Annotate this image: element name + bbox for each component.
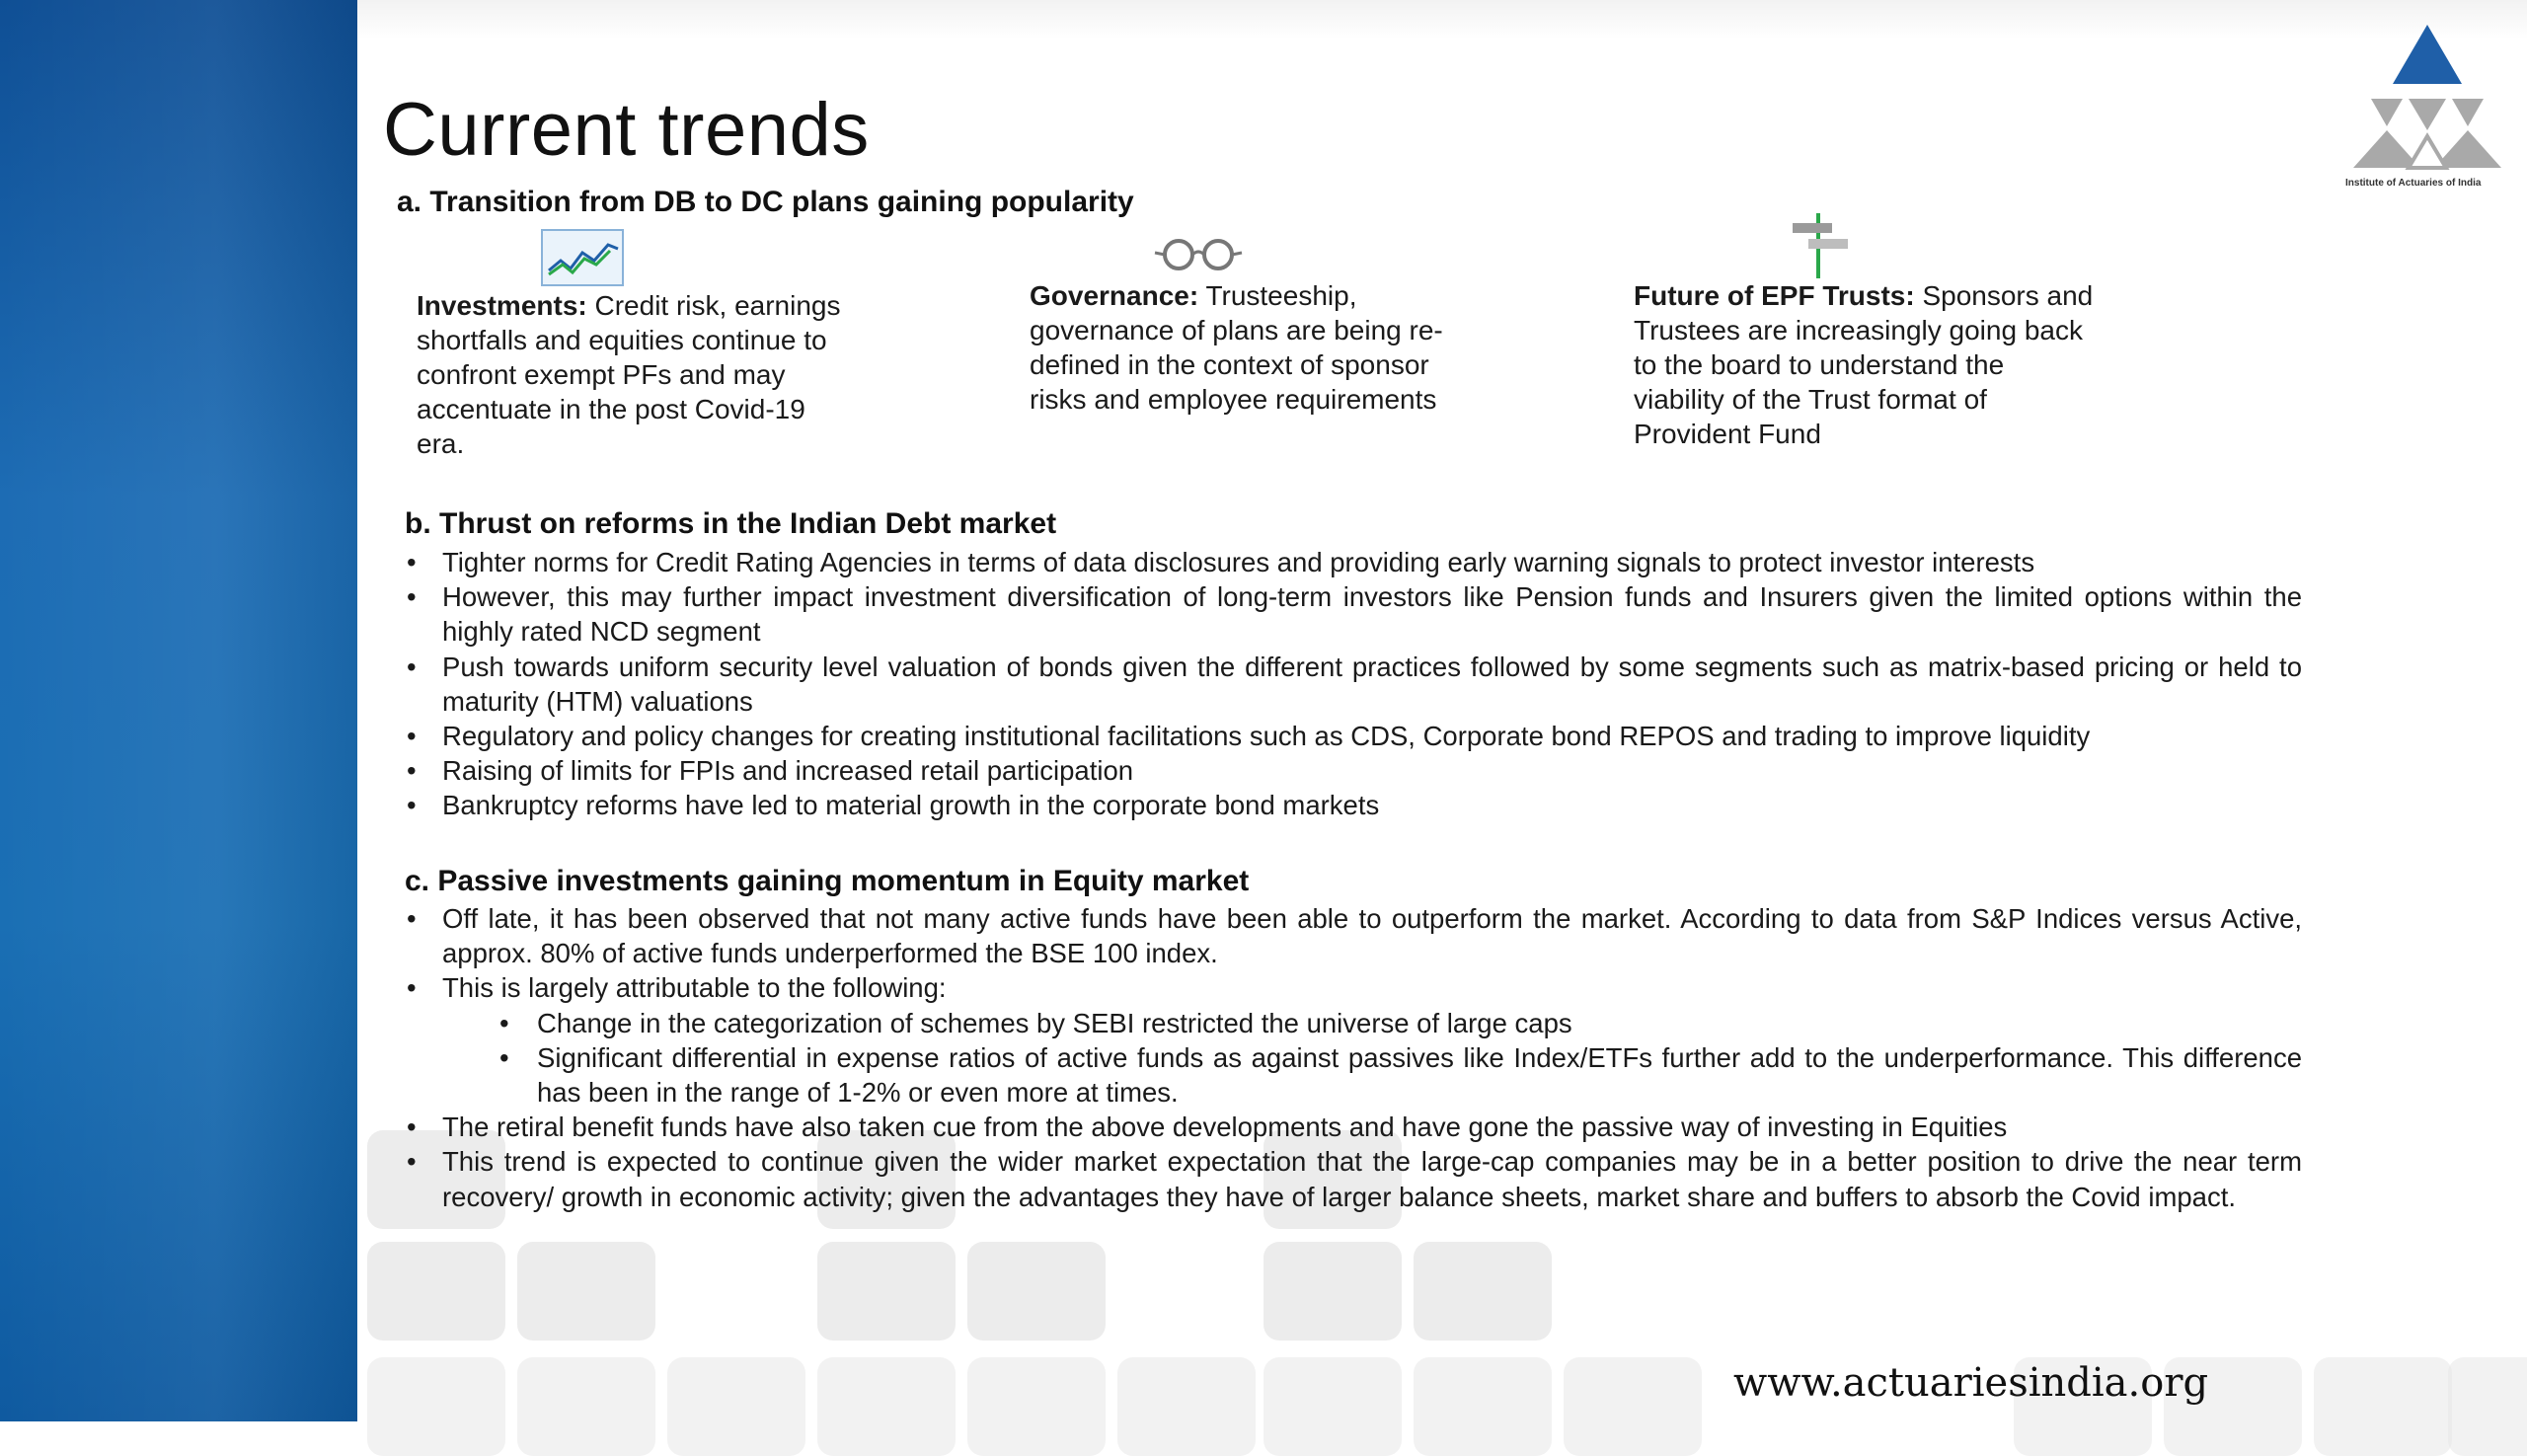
governance-label: Governance:: [1030, 280, 1199, 311]
list-item: • Regulatory and policy changes for creating institutional facilitations such as CDS, Corporate bond REPOS and trading to improve liquidity: [405, 719, 2302, 753]
section-b-heading: b. Thrust on reforms in the Indian Debt market: [405, 507, 1057, 540]
list-item: • This trend is expected to continue given the wider market expectation that the large-cap companies may be in a better position to drive the near term recovery/ growth in economic activity; given the advantages they have of larger balance sheets, market share and buffers to absorb the Covid impact.: [405, 1144, 2302, 1213]
list-item: • Tighter norms for Credit Rating Agencies in terms of data disclosures and providing early warning signals to protect investor interests: [405, 545, 2302, 579]
list-item: • However, this may further impact investment diversification of long-term investors like Pension funds and Insurers given the limited options within the highly rated NCD segment: [405, 579, 2302, 649]
list-item: • This is largely attributable to the following:: [405, 970, 2302, 1005]
glasses-icon: [1153, 235, 1244, 274]
signpost-icon: [1779, 211, 1858, 280]
section-a-heading: a. Transition from DB to DC plans gaining popularity: [397, 186, 1134, 218]
investments-text: Credit risk, earnings shortfalls and equities continue to confront exempt PFs and may accentuate in the post Covid-19 era.: [417, 290, 841, 459]
list-item: • Off late, it has been observed that not many active funds have been able to outperform the market. According to data from S&P Indices versus Active, approx. 80% of active funds underperformed the BSE 100 index.: [405, 901, 2302, 970]
list-item: • Push towards uniform security level valuation of bonds given the different practices followed by some segments such as matrix-based pricing or held to maturity (HTM) valuations: [405, 650, 2302, 719]
line-chart-icon: [541, 229, 624, 286]
investments-label: Investments:: [417, 290, 587, 321]
slide-title: Current trends: [383, 88, 870, 172]
left-blue-band: [0, 0, 357, 1421]
epf-trusts-text: Sponsors and Trustees are increasingly going back to the board to understand the viability of the Trust format of Provident Fund: [1634, 280, 2094, 449]
iai-logo-icon: [2343, 20, 2511, 192]
governance-text: Trusteeship, governance of plans are being re-defined in the context of sponsor risks and employee requirements: [1030, 280, 1443, 415]
sub-list-item: • Significant differential in expense ratios of active funds as against passives like Index/ETFs further add to the underperformance. This difference has been in the range of 1-2% or even more at times.: [405, 1040, 2302, 1110]
list-item: • Raising of limits for FPIs and increased retail participation: [405, 753, 2302, 788]
footer-website-link[interactable]: www.actuariesindia.org: [1733, 1360, 2209, 1406]
governance-column: [1030, 278, 1444, 417]
epf-trusts-label: Future of EPF Trusts:: [1634, 280, 1915, 311]
section-c-bullet-list: [405, 901, 2302, 1214]
epf-trusts-column: [1634, 278, 2098, 451]
investments-column: [417, 288, 851, 461]
logo-caption: Institute of Actuaries of India: [2345, 178, 2482, 189]
list-item: • The retiral benefit funds have also taken cue from the above developments and have gone the passive way of investing in Equities: [405, 1110, 2302, 1144]
section-c-heading: c. Passive investments gaining momentum in Equity market: [405, 865, 1250, 897]
list-item: • Bankruptcy reforms have led to material growth in the corporate bond markets: [405, 788, 2302, 822]
section-b-bullet-list: [405, 545, 2302, 823]
sub-list-item: • Change in the categorization of schemes by SEBI restricted the universe of large caps: [405, 1006, 2302, 1040]
